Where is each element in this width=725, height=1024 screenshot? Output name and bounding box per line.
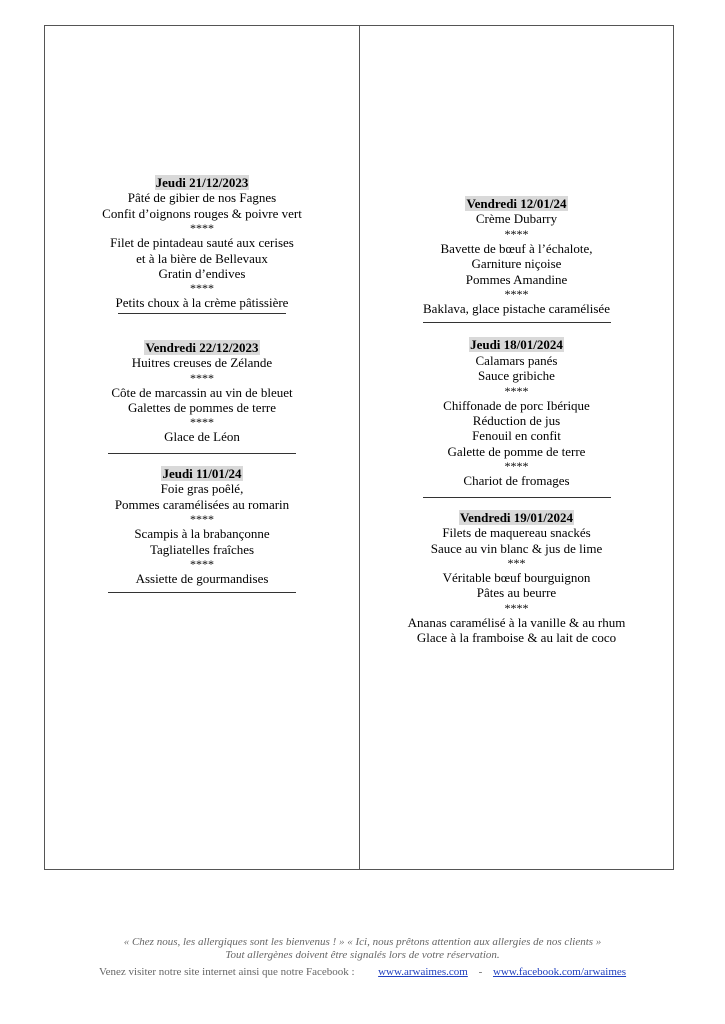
menu-line: Baklava, glace pistache caramélisée (423, 301, 610, 317)
menu-line: Pâté de gibier de nos Fagnes (127, 190, 277, 206)
menu-line: Garniture niçoise (471, 256, 562, 272)
menu-line: Véritable bœuf bourguignon (442, 569, 591, 585)
allergy-note: « Chez nous, les allergiques sont les bienvenus ! » « Ici, nous prêtons attention aux allergies de nos clients » (123, 936, 602, 948)
menu-line: Bavette de bœuf à l’échalote, (440, 240, 593, 256)
menu-divider-rule (108, 592, 296, 593)
menu-separator: **** (190, 415, 214, 430)
menu-date: Jeudi 18/01/2024 (470, 337, 563, 353)
menu-line: Pommes caramélisées au romarin (114, 496, 290, 512)
allergy-reservation-note: Tout allergènes doivent être signalés lors de votre réservation. (225, 949, 500, 961)
menu-line: Pommes Amandine (465, 271, 568, 287)
link-separator: - (478, 966, 483, 978)
menu-date: Vendredi 12/01/24 (466, 196, 567, 211)
footer-links-line (0, 966, 725, 978)
menu-date: Vendredi 22/12/2023 (145, 339, 259, 355)
menu-line: Calamars panés (475, 352, 558, 368)
menu-line: Glace de Léon (164, 429, 240, 445)
menu-line: Scampis à la brabançonne (134, 526, 270, 542)
menu-separator: **** (504, 600, 529, 615)
menu-line: Chiffonade de porc Ibérique (443, 397, 590, 413)
menu-line: Glace à la framboise & au lait de coco (416, 630, 617, 646)
menu-line: Crème Dubarry (475, 211, 558, 227)
menu-line: Assiette de gourmandises (135, 570, 269, 586)
menu-separator: **** (504, 287, 529, 302)
menu-line: Chariot de fromages (463, 473, 570, 489)
menu-separator: **** (504, 459, 529, 474)
menu-line: et à la bière de Bellevaux (136, 250, 268, 266)
menu-line: Pâtes au beurre (476, 585, 557, 601)
left-column (46, 175, 358, 593)
menu-line: Sauce au vin blanc & jus de lime (430, 540, 603, 556)
menu-line: Tagliatelles fraîches (149, 541, 255, 557)
menu-line: Sauce gribiche (478, 368, 555, 384)
website-link[interactable]: www.arwaimes.com (378, 966, 468, 978)
menu-line: Filets de maquereau snackés (442, 525, 591, 541)
menu-separator: **** (190, 221, 214, 236)
menu-line: Côte de marcassin au vin de bleuet (111, 384, 293, 400)
facebook-link[interactable]: www.facebook.com/arwaimes (492, 966, 627, 978)
menu-line: Galette de pomme de terre (447, 443, 586, 459)
menu-separator: **** (190, 281, 214, 296)
menu-block (46, 175, 358, 314)
menu-line: Fenouil en confit (472, 428, 561, 444)
menu-date: Jeudi 21/12/2023 (155, 175, 249, 190)
menu-line: Filet de pintadeau sauté aux cerises (110, 235, 294, 251)
menu-date: Jeudi 11/01/24 (162, 465, 242, 481)
menu-block (360, 196, 673, 323)
menu-block (360, 337, 673, 497)
menu-line: Réduction de jus (472, 413, 561, 429)
right-column (360, 196, 673, 646)
menu-separator: **** (190, 556, 214, 571)
menu-block (46, 466, 358, 593)
menu-separator: **** (190, 512, 214, 527)
menu-separator: **** (504, 226, 529, 241)
menu-line: Gratin d’endives (158, 266, 246, 282)
menu-line: Huitres creuses de Zélande (131, 355, 273, 371)
menu-block (360, 510, 673, 646)
menu-line: Galettes de pommes de terre (128, 400, 276, 416)
menu-date: Vendredi 19/01/2024 (459, 509, 574, 525)
menu-line: Ananas caramélisé à la vanille & au rhum (407, 614, 626, 630)
menu-block (46, 340, 358, 454)
menu-line: Petits choux à la crème pâtissière (115, 295, 289, 311)
menu-separator: **** (190, 370, 214, 385)
menu-separator: *** (507, 555, 526, 570)
visit-text: Venez visiter notre site internet ainsi que notre Facebook : (98, 966, 355, 978)
menu-line: Foie gras poêlé, (160, 481, 244, 497)
menu-line: Confit d’oignons rouges & poivre vert (102, 205, 302, 221)
menu-separator: **** (504, 383, 529, 398)
